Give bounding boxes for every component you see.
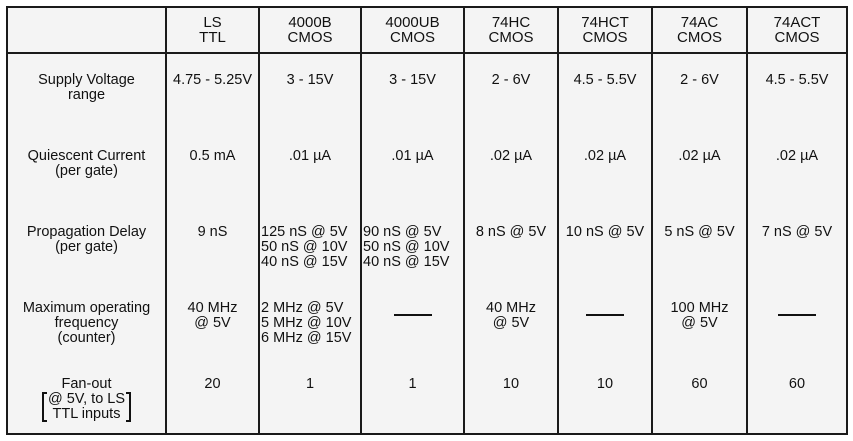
header-line1: 4000UB bbox=[385, 14, 440, 31]
cell-quiescent-current: .01 µA bbox=[391, 148, 434, 165]
left-bracket-icon bbox=[42, 392, 47, 422]
cell-max-frequency bbox=[748, 287, 846, 352]
cell-supply-voltage: 4.5 - 5.5V bbox=[765, 72, 829, 89]
delay-line: 40 nS @ 15V bbox=[261, 253, 348, 270]
header-line2: CMOS bbox=[390, 29, 435, 46]
delay-line: 125 nS @ 5V bbox=[261, 223, 348, 240]
cell-supply-voltage: 4.75 - 5.25V bbox=[173, 72, 252, 89]
header-line2: CMOS bbox=[488, 29, 534, 46]
header-line2: CMOS bbox=[774, 29, 820, 46]
cell-quiescent-current: .02 µA bbox=[775, 148, 819, 165]
header-corner-cell bbox=[7, 7, 166, 53]
row-label-quiescent-current bbox=[8, 135, 165, 200]
cell-supply-voltage: 2 - 6V bbox=[491, 72, 531, 89]
delay-line: 40 nS @ 15V bbox=[363, 253, 450, 270]
row-label-line: frequency bbox=[54, 314, 119, 331]
row-label-line: (counter) bbox=[57, 329, 116, 346]
row-label-line: Maximum operating bbox=[22, 299, 151, 316]
row-labels-column bbox=[7, 53, 166, 434]
freq-line: 40 MHz bbox=[187, 299, 238, 316]
not-applicable-dash bbox=[394, 314, 432, 316]
header-line1: 74HCT bbox=[581, 14, 629, 31]
freq-line: 100 MHz bbox=[670, 299, 729, 316]
fan-out-bracketed-note bbox=[42, 392, 131, 422]
cell-propagation-delay bbox=[465, 211, 557, 276]
column-4000ub-cmos bbox=[361, 53, 464, 434]
freq-line: @ 5V bbox=[194, 314, 231, 331]
cell-fan-out: 10 bbox=[502, 375, 520, 392]
cell-fan-out: 1 bbox=[408, 375, 417, 392]
not-applicable-dash bbox=[586, 314, 624, 316]
freq-line: 40 MHz bbox=[486, 299, 536, 316]
cell-supply-voltage: 3 - 15V bbox=[286, 72, 334, 89]
row-label-propagation-delay bbox=[8, 211, 165, 276]
cell-max-frequency bbox=[260, 287, 360, 352]
column-74ac-cmos bbox=[652, 53, 747, 434]
row-label-line: (per gate) bbox=[55, 163, 118, 180]
column-74hc-cmos bbox=[464, 53, 558, 434]
delay-line: 50 nS @ 10V bbox=[363, 238, 450, 255]
cell-quiescent-current: .01 µA bbox=[288, 148, 332, 165]
body-row bbox=[7, 53, 847, 434]
cell-quiescent-current: .02 µA bbox=[583, 148, 627, 165]
cell-quiescent-current: .02 µA bbox=[489, 148, 533, 165]
freq-line: @ 5V bbox=[492, 314, 530, 331]
header-74hct-cmos bbox=[558, 7, 652, 53]
cell-max-frequency bbox=[653, 287, 746, 352]
header-row bbox=[7, 7, 847, 53]
row-label-line: Supply Voltage bbox=[38, 72, 135, 89]
logic-family-comparison-table bbox=[6, 6, 848, 435]
column-ls-ttl bbox=[166, 53, 259, 434]
header-line2: CMOS bbox=[677, 29, 722, 46]
freq-line: 5 MHz @ 10V bbox=[261, 314, 352, 331]
row-label-supply-voltage bbox=[8, 59, 165, 124]
header-74act-cmos bbox=[747, 7, 847, 53]
cell-propagation-delay bbox=[559, 211, 651, 276]
delay-line: 50 nS @ 10V bbox=[261, 238, 348, 255]
delay-line: 90 nS @ 5V bbox=[363, 223, 442, 240]
cell-max-frequency bbox=[559, 287, 651, 352]
delay-line: 5 nS @ 5V bbox=[664, 223, 735, 240]
row-label-line: TTL inputs bbox=[52, 405, 121, 422]
cell-fan-out: 60 bbox=[788, 375, 806, 392]
header-4000b-cmos bbox=[259, 7, 361, 53]
cell-quiescent-current: .02 µA bbox=[678, 148, 721, 165]
row-label-max-frequency bbox=[8, 287, 165, 352]
header-line2: TTL bbox=[199, 29, 226, 46]
row-label-fan-out bbox=[8, 363, 165, 428]
column-74hct-cmos bbox=[558, 53, 652, 434]
cell-propagation-delay bbox=[167, 211, 258, 276]
header-line1: 4000B bbox=[288, 14, 332, 31]
freq-line: 6 MHz @ 15V bbox=[261, 329, 352, 346]
delay-line: 10 nS @ 5V bbox=[565, 223, 645, 240]
cell-max-frequency bbox=[362, 287, 463, 352]
header-line1: 74AC bbox=[680, 14, 719, 31]
header-line1: 74HC bbox=[491, 14, 531, 31]
header-74hc-cmos bbox=[464, 7, 558, 53]
freq-line: @ 5V bbox=[681, 314, 718, 331]
cell-propagation-delay bbox=[362, 211, 463, 276]
cell-supply-voltage: 3 - 15V bbox=[389, 72, 436, 89]
column-74act-cmos bbox=[747, 53, 847, 434]
right-bracket-icon bbox=[126, 392, 131, 422]
row-label-line: @ 5V, to LS bbox=[47, 390, 126, 407]
cell-max-frequency bbox=[167, 287, 258, 352]
delay-line: 9 nS bbox=[197, 223, 228, 240]
row-label-line: (per gate) bbox=[55, 238, 118, 255]
header-line2: CMOS bbox=[287, 29, 333, 46]
logic-family-table-frame bbox=[6, 6, 846, 435]
cell-quiescent-current: 0.5 mA bbox=[189, 148, 236, 165]
header-line1: LS bbox=[203, 14, 222, 31]
header-74ac-cmos bbox=[652, 7, 747, 53]
not-applicable-dash bbox=[778, 314, 816, 316]
header-ls-ttl bbox=[166, 7, 259, 53]
freq-line: 2 MHz @ 5V bbox=[261, 299, 344, 316]
row-label-line: Propagation Delay bbox=[26, 223, 147, 240]
header-4000ub-cmos bbox=[361, 7, 464, 53]
row-label-line: Quiescent Current bbox=[27, 148, 146, 165]
cell-supply-voltage: 2 - 6V bbox=[680, 72, 719, 89]
cell-fan-out: 60 bbox=[691, 375, 708, 392]
cell-propagation-delay bbox=[748, 211, 846, 276]
row-label-line: Fan-out bbox=[61, 375, 112, 392]
header-line1: 74ACT bbox=[773, 14, 821, 31]
delay-line: 7 nS @ 5V bbox=[761, 223, 833, 240]
cell-fan-out: 10 bbox=[596, 375, 614, 392]
cell-propagation-delay bbox=[260, 211, 360, 276]
cell-fan-out: 20 bbox=[204, 375, 221, 392]
cell-fan-out: 1 bbox=[305, 375, 315, 392]
cell-supply-voltage: 4.5 - 5.5V bbox=[573, 72, 637, 89]
header-line2: CMOS bbox=[582, 29, 628, 46]
cell-propagation-delay bbox=[653, 211, 746, 276]
row-label-line: range bbox=[67, 87, 106, 104]
column-4000b-cmos bbox=[259, 53, 361, 434]
delay-line: 8 nS @ 5V bbox=[475, 223, 547, 240]
cell-max-frequency bbox=[465, 287, 557, 352]
